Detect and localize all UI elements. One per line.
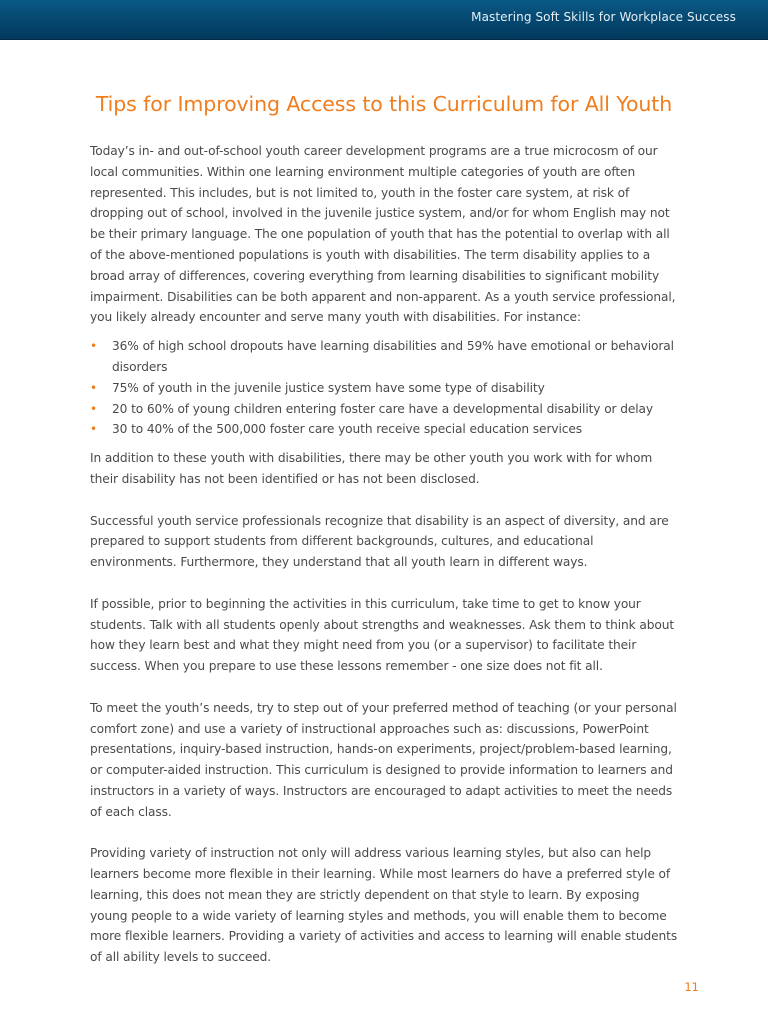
intro-paragraph: Today’s in- and out-of-school youth career development programs are a true microcosm of our local communities. Within one learning environment multiple categories of youth are often represented. This includes, but is not limited to, youth in the foster care system, at risk of dropping out of school, involved in the juvenile justice system, and/or for whom English may not be their primary language. The one population of youth that has the potential to overlap with all of the above-mentioned populations is youth with disabilities. The term disability applies to a broad array of differences, covering everything from learning disabilities to significant mobility impairment. Disabilities can be both apparent and non-apparent. As a youth service professional, you likely already encounter and serve many youth with disabilities. For instance: — [90, 144, 676, 325]
body-paragraph: To meet the youth’s needs, try to step out of your preferred method of teaching (or your personal comfort zone) and use a variety of instructional approaches such as: discussions, PowerPoint presentations, inquiry-based instruction, hands-on experiments, project/problem-based learning, or computer-aided instruction. This curriculum is designed to provide information to learners and instructors in a variety of ways. Instructors are encouraged to adapt activities to meet the needs of each class. — [90, 700, 677, 819]
list-item — [90, 378, 680, 399]
body-content — [90, 141, 680, 989]
bullet-icon: • — [90, 380, 97, 395]
statistics-list — [90, 336, 680, 440]
body-paragraph: If possible, prior to beginning the activities in this curriculum, take time to get to know your students. Talk with all students openly about strengths and weaknesses. Ask them to think about how they learn best and what they might need from you (or a supervisor) to facilitate their success. When you prepare to use these lessons remember - one size does not fit all. — [90, 596, 675, 674]
list-item-text: 30 to 40% of the 500,000 foster care youth receive special education services — [112, 422, 582, 437]
page-title: Tips for Improving Access to this Curriculum for All Youth — [95, 92, 673, 116]
list-item-text: 36% of high school dropouts have learning disabilities and 59% have emotional or behavioral disorders — [112, 339, 674, 374]
page-number: 11 — [684, 980, 699, 994]
list-item — [90, 399, 680, 420]
body-paragraph: In addition to these youth with disabilities, there may be other youth you work with for whom their disability has not been identified or has not been disclosed. — [90, 451, 653, 486]
list-item — [90, 419, 680, 440]
list-item-text: 20 to 60% of young children entering foster care have a developmental disability or delay — [112, 401, 654, 416]
list-item — [90, 336, 680, 378]
bullet-icon: • — [90, 401, 97, 416]
body-paragraph: Successful youth service professionals recognize that disability is an aspect of diversity, and are prepared to support students from different backgrounds, cultures, and educational environments. Furthermore, they understand that all youth learn in different ways. — [90, 513, 669, 570]
header-title: Mastering Soft Skills for Workplace Success — [471, 10, 736, 24]
header-bar — [0, 0, 768, 40]
bullet-icon: • — [90, 339, 97, 354]
bullet-icon: • — [90, 422, 97, 437]
body-paragraph: Providing variety of instruction not only will address various learning styles, but also can help learners become more flexible in their learning. While most learners do have a preferred style of learning, this does not mean they are strictly dependent on that style to learn. By exposing young people to a wide variety of learning styles and methods, you will enable them to become more flexible learners. Providing a variety of activities and access to learning will enable students of all ability levels to succeed. — [90, 846, 678, 965]
list-item-text: 75% of youth in the juvenile justice system have some type of disability — [112, 380, 545, 395]
